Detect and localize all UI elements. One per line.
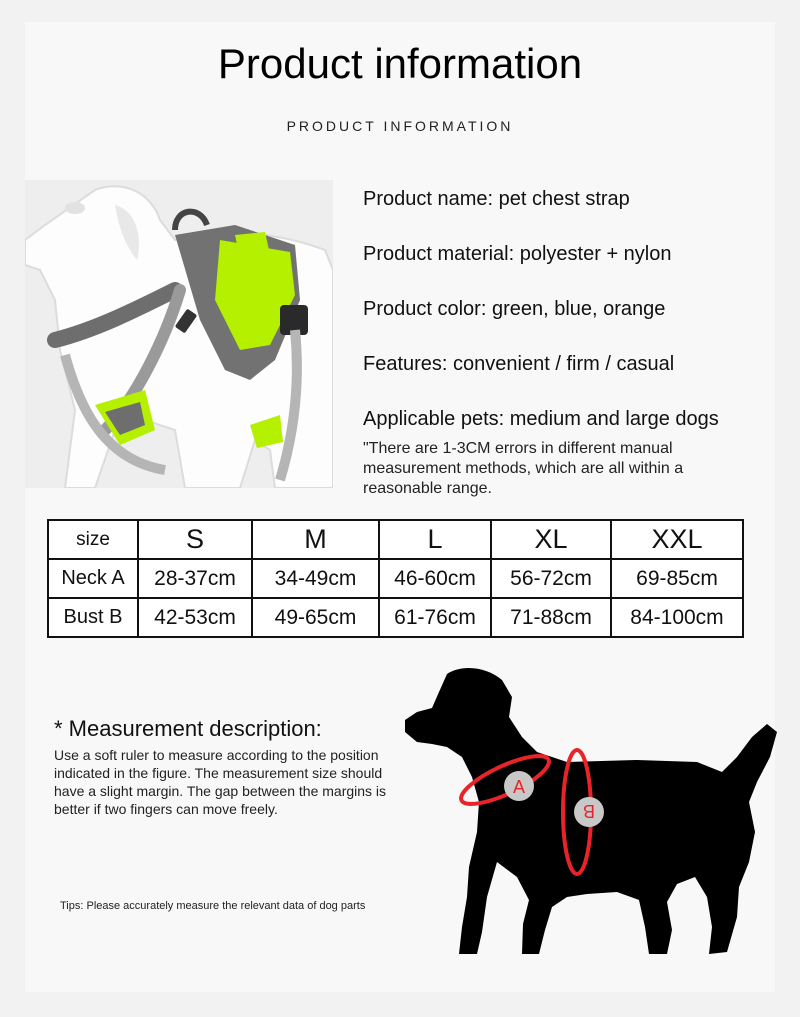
- table-cell: 61-76cm: [379, 598, 491, 637]
- table-cell: 46-60cm: [379, 559, 491, 598]
- product-features: Features: convenient / firm / casual: [363, 353, 675, 375]
- dog-silhouette-icon: [377, 662, 787, 972]
- header-cell: M: [252, 520, 379, 559]
- marker-a-label: A: [512, 777, 526, 797]
- marker-b-label: B: [582, 801, 596, 821]
- header-cell: XL: [491, 520, 611, 559]
- table-cell: 42-53cm: [138, 598, 252, 637]
- measurement-title: * Measurement description:: [54, 716, 322, 741]
- header-cell: size: [48, 520, 138, 559]
- product-details: [363, 188, 773, 499]
- header-cell: L: [379, 520, 491, 559]
- table-header-row: [48, 520, 743, 559]
- table-cell: 28-37cm: [138, 559, 252, 598]
- product-material: Product material: polyester + nylon: [363, 243, 672, 265]
- size-table: [47, 519, 744, 638]
- product-color: Product color: green, blue, orange: [363, 298, 666, 320]
- table-row: [48, 598, 743, 637]
- table-cell: 49-65cm: [252, 598, 379, 637]
- table-cell: 84-100cm: [611, 598, 743, 637]
- dog-mannequin-icon: [25, 180, 333, 488]
- table-cell: 56-72cm: [491, 559, 611, 598]
- measurement-tips: Tips: Please accurately measure the relevant data of dog parts: [60, 900, 366, 912]
- table-row: [48, 559, 743, 598]
- header-cell: XXL: [611, 520, 743, 559]
- header-cell: S: [138, 520, 252, 559]
- applicable-pets: Applicable pets: medium and large dogs: [363, 408, 719, 430]
- measurement-description: [54, 716, 414, 818]
- harness-photo: [25, 180, 333, 488]
- row-label: Neck A: [48, 559, 138, 598]
- table-cell: 69-85cm: [611, 559, 743, 598]
- page-title: Product information: [217, 40, 583, 87]
- table-cell: 71-88cm: [491, 598, 611, 637]
- product-info-panel: [25, 22, 775, 992]
- row-label: Bust B: [48, 598, 138, 637]
- page-subtitle: PRODUCT INFORMATION: [286, 118, 514, 134]
- error-note: "There are 1-3CM errors in different manual measurement methods, which are all within a reasonable range.: [363, 440, 684, 497]
- table-cell: 34-49cm: [252, 559, 379, 598]
- measurement-body: Use a soft ruler to measure according to the position indicated in the figure. The measurement size should have a slight margin. The gap between the margins is better if two fingers can move freely.: [54, 747, 387, 817]
- product-name: Product name: pet chest strap: [363, 188, 630, 210]
